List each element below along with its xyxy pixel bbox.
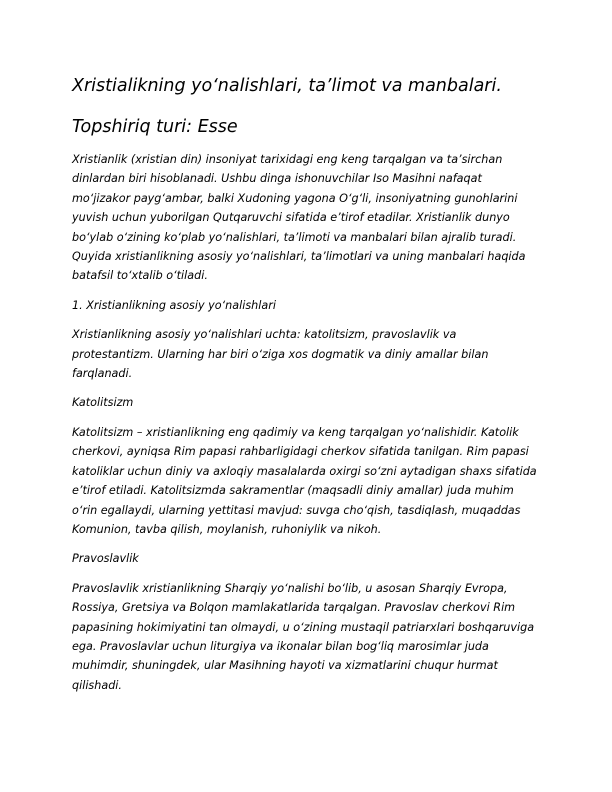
text-line: Katolitsizm – xristianlikning eng qadimiy va keng tarqalgan yo‘nalishidir. Katolik bbox=[72, 425, 519, 439]
text-line: o‘rin egallaydi, ularning yettitasi mavjud: suvga cho‘qish, tasdiqlash, muqaddas bbox=[72, 503, 521, 517]
section-heading: 1. Xristianlikning asosiy yo‘nalishlari bbox=[72, 298, 276, 312]
intro-paragraph bbox=[72, 150, 540, 286]
section1-paragraph bbox=[72, 325, 540, 383]
text-line: Komunion, tavba qilish, moylanish, ruhoniylik va nikoh. bbox=[72, 522, 382, 536]
text-line: Quyida xristianlikning asosiy yo‘nalishlari, ta’limotlari va uning manbalari haqida bbox=[72, 250, 526, 264]
text-line: yuvish uchun yuborilgan Qutqaruvchi sifatida e’tirof etadilar. Xristianlik dunyo bbox=[72, 211, 510, 225]
katolitsizm-paragraph bbox=[72, 423, 540, 539]
text-line: batafsil to‘xtalib o‘tiladi. bbox=[72, 269, 208, 283]
text-line: papasining hokimiyatini tan olmaydi, u o‘zining mustaqil patriarxlari boshqaruviga bbox=[72, 620, 535, 634]
document-subtitle: Topshiriq turi: Esse bbox=[72, 117, 238, 137]
text-line: ega. Pravoslavlar uchun liturgiya va ikonalar bilan bog‘liq marosimlar juda bbox=[72, 639, 489, 653]
text-line: bo‘ylab o‘zining ko‘plab yo‘nalishlari, ta’limoti va manbalari bilan ajralib turadi. bbox=[72, 230, 517, 244]
text-line: e’tirof etiladi. Katolitsizmda sakramentlar (maqsadli diniy amallar) juda muhim bbox=[72, 484, 514, 498]
document-page bbox=[72, 72, 540, 705]
subsection-heading-katolitsizm: Katolitsizm bbox=[72, 396, 134, 410]
text-line: Pravoslavlik xristianlikning Sharqiy yo‘nalishi bo‘lib, u asosan Sharqiy Evropa, bbox=[72, 581, 508, 595]
text-line: Rossiya, Gretsiya va Bolqon mamlakatlarida tarqalgan. Pravoslav cherkovi Rim bbox=[72, 601, 516, 615]
text-line: Xristianlik (xristian din) insoniyat tarixidagi eng keng tarqalgan va ta’sirchan bbox=[72, 153, 503, 166]
text-line: farqlanadi. bbox=[72, 367, 133, 381]
text-line: mo‘jizakor payg‘ambar, balki Xudoning yagona O‘g‘li, insoniyatning gunohlarini bbox=[72, 191, 518, 205]
subsection-heading-pravoslavlik: Pravoslavlik bbox=[72, 552, 139, 566]
text-line: dinlardan biri hisoblanadi. Ushbu dinga ishonuvchilar Iso Masihni nafaqat bbox=[72, 172, 482, 186]
text-line: cherkovi, ayniqsa Rim papasi rahbarligidagi cherkov sifatida tanilgan. Rim papasi bbox=[72, 445, 529, 459]
text-line: protestantizm. Ularning har biri o‘ziga xos dogmatik va diniy amallar bilan bbox=[72, 347, 489, 361]
text-line: qilishadi. bbox=[72, 678, 122, 692]
text-line: katoliklar uchun diniy va axloqiy masalalarda oxirgi so‘zni aytadigan shaxs sifatida bbox=[72, 464, 537, 478]
text-line: muhimdir, shuningdek, ular Masihning hayoti va xizmatlarini chuqur hurmat bbox=[72, 659, 498, 673]
text-line: Xristianlikning asosiy yo‘nalishlari uchta: katolitsizm, pravoslavlik va bbox=[72, 328, 457, 342]
pravoslavlik-paragraph bbox=[72, 579, 540, 695]
document-title: Xristialikning yo‘nalishlari, ta’limot va manbalari. bbox=[72, 76, 502, 96]
